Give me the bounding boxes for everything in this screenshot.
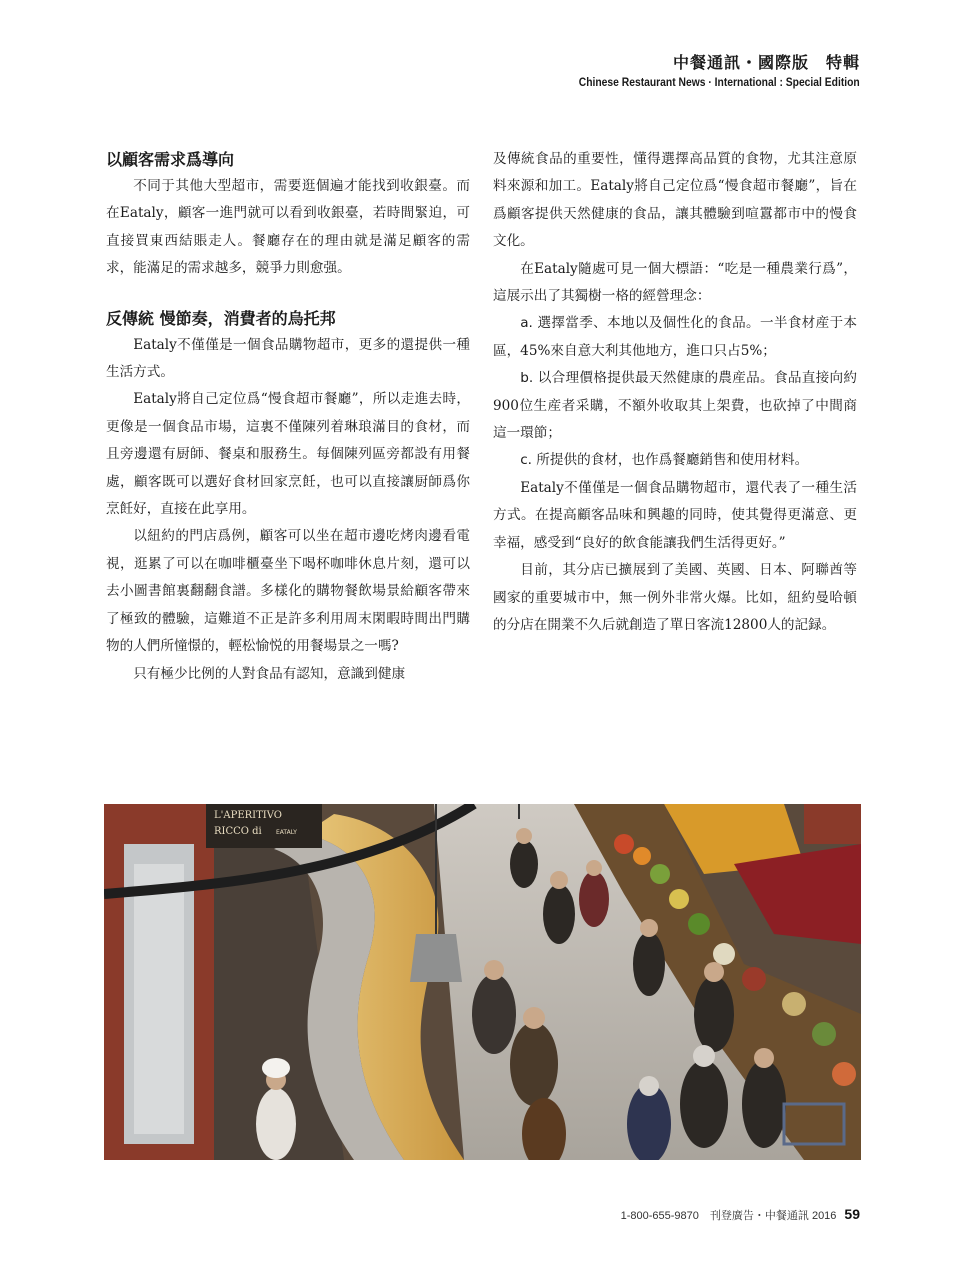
list-item-a-heading: a. 選擇當季、本地以及個性化的食品。 xyxy=(520,315,760,332)
list-item-b-heading: b. 以合理價格提供最天然健康的農産品。 xyxy=(520,370,774,387)
paragraph: 在Eataly隨處可見一個大標語：“吃是一種農業行爲”，這展示出了其獨樹一格的經營理念： xyxy=(493,260,857,305)
list-item-c xyxy=(493,447,857,474)
sign-line2: RICCO di xyxy=(214,826,262,837)
page-number: 59 xyxy=(844,1206,860,1222)
list-item-b-text: 食品直接向約900位生産者采購，不額外收取其上架費，也砍掉了中間商這一環節； xyxy=(493,370,857,442)
market-photo xyxy=(104,804,861,1160)
running-header xyxy=(533,50,860,89)
sign-brand: EATALY xyxy=(276,829,297,836)
section-heading-customer: 以顧客需求爲導向 xyxy=(106,150,235,169)
paragraph: Eataly不僅僅是一個食品購物超市，還代表了一種生活方式。在提高顧客品味和興趣的同時，使其覺得更滿意、更幸福，感受到“良好的飲食能讓我們生活得更好。” xyxy=(493,479,857,551)
list-item-a xyxy=(493,310,857,365)
sign-line1: L'APERITIVO xyxy=(214,810,282,821)
paragraph: Eataly不僅僅是一個食品購物超市，更多的還提供一種生活方式。 xyxy=(106,336,470,381)
paragraph: 不同于其他大型超市，需要逛個遍才能找到收銀臺。而在Eataly，顧客一進門就可以看到收銀臺，若時間緊迫，可直接買東西結賬走人。餐廳存在的理由就是滿足顧客的需求，能滿足的需求越多，競爭力則愈强。 xyxy=(106,178,470,277)
right-column xyxy=(493,146,857,639)
paragraph: Eataly將自己定位爲“慢食超市餐廳”，所以走進去時，更像是一個食品市場，這裏不僅陳列着琳琅滿目的食材，而且旁邊還有厨師、餐桌和服務生。每個陳列區旁都設有用餐處，顧客既可以選好食材回家烹飪，也可以直接讓厨師爲你烹飪好，直接在此享用。 xyxy=(106,391,470,518)
page-footer xyxy=(621,1206,860,1223)
section-heading-utopia: 反傳統 慢節奏，消費者的烏托邦 xyxy=(106,308,336,328)
header-title-en: Chinese Restaurant News · International : Special Edition xyxy=(579,75,860,89)
left-column xyxy=(106,146,470,688)
list-item-a-text: 一半食材産于本區，45%來自意大利其他地方，進口只占5%； xyxy=(493,315,857,359)
market-photo-illustration xyxy=(104,804,861,1160)
list-item-b xyxy=(493,365,857,447)
header-title-zh: 中餐通訊・國際版 特輯 xyxy=(672,53,860,72)
paragraph: 以紐約的門店爲例，顧客可以坐在超市邊吃烤肉邊看電視，逛累了可以在咖啡櫃臺坐下喝杯咖啡休息片刻，還可以去小圖書館裏翻翻食譜。多樣化的購物餐飲場景給顧客帶來了極致的體驗，這難道不正是許多利用周末閑暇時間出門購物的人們所憧憬的，輕松愉悦的用餐場景之一嗎? xyxy=(106,528,470,655)
list-item-c-heading: c. 所提供的食材，也作爲餐廳銷售和使用材料。 xyxy=(520,452,809,469)
paragraph: 只有極少比例的人對食品有認知，意識到健康 xyxy=(133,665,406,682)
paragraph: 及傳統食品的重要性，懂得選擇高品質的食物，尤其注意原料來源和加工。Eataly將自己定位爲“慢食超市餐廳”，旨在爲顧客提供天然健康的食品，讓其體驗到喧囂都市中的慢食文化。 xyxy=(493,151,857,250)
paragraph: 目前，其分店已擴展到了美國、英國、日本、阿聯酋等國家的重要城市中，無一例外非常火爆。比如，紐約曼哈頓的分店在開業不久后就創造了單日客流12800人的記録。 xyxy=(493,562,857,633)
footer-text: 1-800-655-9870 刊登廣告・中餐通訊 2016 xyxy=(620,1210,837,1222)
